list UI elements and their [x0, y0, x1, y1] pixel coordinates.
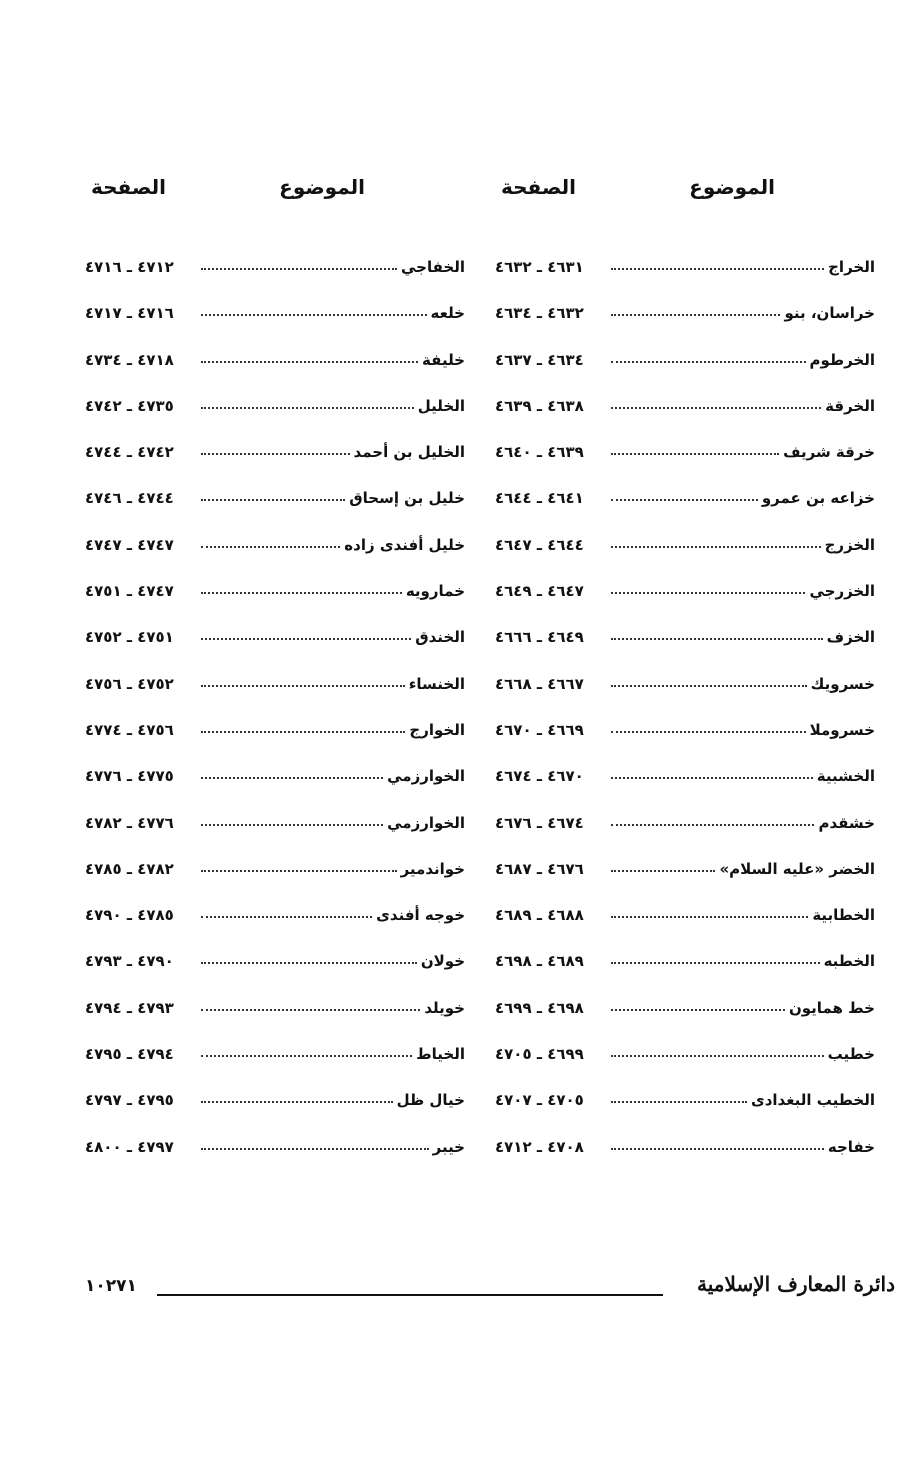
entry-pages: ٤٦٣٤ ـ ٤٦٣٧ [495, 350, 584, 369]
entry-pages: ٤٧٤٧ ـ ٤٧٤٧ [85, 535, 174, 554]
index-entry [85, 252, 465, 298]
entry-pages: ٤٧٥٦ ـ ٤٧٧٤ [85, 720, 174, 739]
dot-leader [201, 669, 405, 687]
dot-leader [201, 946, 417, 964]
dot-leader [201, 298, 427, 316]
index-entry [495, 854, 875, 900]
index-entry [495, 391, 875, 437]
dot-leader [611, 298, 780, 316]
index-entry [85, 854, 465, 900]
index-entry [495, 669, 875, 715]
entry-pages: ٤٦٩٨ ـ ٤٦٩٩ [495, 998, 584, 1017]
entry-topic: الخرقة [825, 396, 875, 415]
dot-leader [201, 993, 420, 1011]
entry-pages: ٤٦٧٠ ـ ٤٦٧٤ [495, 767, 584, 786]
index-entry [85, 715, 465, 761]
entry-pages: ٤٧٥٢ ـ ٤٧٥٦ [85, 674, 174, 693]
entry-topic: الخليل [417, 396, 465, 415]
page-header: الصفحة [501, 175, 577, 199]
dot-leader [201, 483, 345, 501]
entry-topic: خرقة شريف [783, 443, 875, 462]
index-entry [495, 946, 875, 992]
entry-topic: خوجه أفندى [376, 906, 465, 925]
entry-pages: ٤٧٩٧ ـ ٤٨٠٠ [85, 1137, 174, 1156]
dot-leader [201, 761, 383, 779]
entry-pages: ٤٧٠٥ ـ ٤٧٠٧ [495, 1091, 584, 1110]
dot-leader [201, 530, 340, 548]
dot-leader [611, 1132, 824, 1150]
entry-pages: ٤٧٣٥ ـ ٤٧٤٢ [85, 396, 174, 415]
entry-topic: الخزف [826, 628, 875, 647]
entry-pages: ٤٧١٨ ـ ٤٧٣٤ [85, 350, 174, 369]
entry-pages: ٤٦٤١ ـ ٤٦٤٤ [495, 489, 584, 508]
entry-pages: ٤٦٣١ ـ ٤٦٣٢ [495, 258, 584, 276]
dot-leader [611, 854, 715, 872]
entry-pages: ٤٦٨٨ ـ ٤٦٨٩ [495, 906, 584, 925]
index-entry [85, 437, 465, 483]
index-entry [85, 298, 465, 344]
entry-topic: خويلد [424, 998, 465, 1017]
index-entry [85, 622, 465, 668]
index-entry [85, 1085, 465, 1131]
dot-leader [611, 715, 806, 733]
entry-topic: الخندق [415, 628, 465, 647]
entry-pages: ٤٦٧٤ ـ ٤٦٧٦ [495, 813, 584, 832]
left-entries-list [85, 252, 465, 1178]
entry-pages: ٤٧٠٨ ـ ٤٧١٢ [495, 1137, 584, 1156]
index-entry [85, 483, 465, 529]
entry-topic: الخياط [416, 1045, 465, 1064]
index-entry [495, 530, 875, 576]
footer-rule [157, 1294, 663, 1296]
dot-leader [611, 622, 823, 640]
dot-leader [611, 993, 785, 1011]
index-entry [85, 1039, 465, 1085]
entry-topic: خطيب [827, 1045, 875, 1064]
entry-topic: خراسان، بنو [784, 304, 875, 323]
entry-topic: الخرطوم [809, 350, 875, 369]
topic-header: الموضوع [689, 175, 775, 199]
entry-topic: خيال ظل [396, 1091, 465, 1110]
index-entry [495, 345, 875, 391]
dot-leader [611, 530, 821, 548]
index-entry [85, 669, 465, 715]
entry-topic: خواندمير [400, 859, 465, 878]
book-title: دائرة المعارف الإسلامية [697, 1272, 895, 1296]
dot-leader [611, 669, 807, 687]
entry-topic: الخوارزمي [387, 767, 465, 786]
index-entry [495, 1039, 875, 1085]
index-entry [85, 900, 465, 946]
entry-pages: ٤٧٩٣ ـ ٤٧٩٤ [85, 998, 174, 1017]
entry-pages: ٤٦٨٩ ـ ٤٦٩٨ [495, 952, 584, 971]
dot-leader [611, 576, 805, 594]
entry-pages: ٤٧٧٥ ـ ٤٧٧٦ [85, 767, 174, 786]
dot-leader [201, 576, 402, 594]
entry-topic: خيبر [432, 1137, 465, 1156]
entry-pages: ٤٦٣٢ ـ ٤٦٣٤ [495, 304, 584, 323]
index-entry [495, 1132, 875, 1178]
index-entry [85, 391, 465, 437]
index-entry [85, 530, 465, 576]
entry-pages: ٤٦٤٩ ـ ٤٦٦٦ [495, 628, 584, 647]
entry-topic: الخنساء [408, 674, 465, 693]
dot-leader [611, 900, 808, 918]
index-entry [85, 576, 465, 622]
entry-pages: ٤٧٤٧ ـ ٤٧٥١ [85, 582, 174, 601]
index-entry [495, 252, 875, 298]
entry-topic: خشقدم [818, 813, 875, 832]
entry-pages: ٤٦٣٩ ـ ٤٦٤٠ [495, 443, 584, 462]
index-entry [495, 715, 875, 761]
entry-pages: ٤٧٤٢ ـ ٤٧٤٤ [85, 443, 174, 462]
index-entry [495, 1085, 875, 1131]
dot-leader [611, 1085, 747, 1103]
dot-leader [611, 483, 758, 501]
index-entry [495, 808, 875, 854]
entry-pages: ٤٦٤٤ ـ ٤٦٤٧ [495, 535, 584, 554]
index-entry [495, 993, 875, 1039]
entry-topic: الخفاجي [401, 258, 465, 276]
entry-pages: ٤٦٣٨ ـ ٤٦٣٩ [495, 396, 584, 415]
entry-pages: ٤٧٩٥ ـ ٤٧٩٧ [85, 1091, 174, 1110]
entry-pages: ٤٦٩٩ ـ ٤٧٠٥ [495, 1045, 584, 1064]
entry-topic: الخطبه [823, 952, 875, 971]
entry-pages: ٤٦٦٩ ـ ٤٦٧٠ [495, 720, 584, 739]
dot-leader [201, 1085, 393, 1103]
entry-pages: ٤٧٧٦ ـ ٤٧٨٢ [85, 813, 174, 832]
index-entry [85, 946, 465, 992]
index-entry [495, 622, 875, 668]
index-entry [495, 761, 875, 807]
index-entry [85, 345, 465, 391]
page-header: الصفحة [91, 175, 167, 199]
topic-header: الموضوع [279, 175, 365, 199]
dot-leader [201, 345, 418, 363]
dot-leader [201, 622, 411, 640]
entry-topic: خفاجه [827, 1137, 875, 1156]
entry-pages: ٤٧٥١ ـ ٤٧٥٢ [85, 628, 174, 647]
dot-leader [611, 1039, 824, 1057]
dot-leader [611, 437, 779, 455]
entry-topic: خمارويه [405, 582, 465, 601]
entry-topic: الخشبية [816, 767, 875, 786]
entry-pages: ٤٧٩٠ ـ ٤٧٩٣ [85, 952, 174, 971]
entry-topic: خليفة [422, 350, 465, 369]
right-entries-list [495, 252, 875, 1178]
dot-leader [611, 345, 806, 363]
index-entry [85, 808, 465, 854]
entry-topic: خليل بن إسحاق [349, 489, 465, 508]
index-entry [85, 993, 465, 1039]
entry-topic: خزاعه بن عمرو [761, 489, 875, 508]
dot-leader [201, 391, 414, 409]
entry-topic: الخزرج [824, 535, 875, 554]
index-entry [495, 483, 875, 529]
right-column-header [495, 175, 875, 215]
dot-leader [201, 900, 372, 918]
entry-topic: خولان [420, 952, 465, 971]
entry-pages: ٤٧١٦ ـ ٤٧١٧ [85, 304, 174, 323]
entry-topic: خط همايون [788, 998, 875, 1017]
index-entry [495, 900, 875, 946]
dot-leader [611, 252, 824, 270]
entry-pages: ٤٦٤٧ ـ ٤٦٤٩ [495, 582, 584, 601]
entry-topic: الخوارزمي [387, 813, 465, 832]
index-entry [495, 437, 875, 483]
page-footer [85, 1272, 895, 1312]
entry-pages: ٤٦٧٦ ـ ٤٦٨٧ [495, 859, 584, 878]
entry-pages: ٤٧٨٥ ـ ٤٧٩٠ [85, 906, 174, 925]
entry-pages: ٤٦٦٧ ـ ٤٦٦٨ [495, 674, 584, 693]
left-column-header [85, 175, 465, 215]
dot-leader [201, 252, 397, 270]
entry-topic: الخراج [828, 258, 875, 276]
entry-topic: الخزرجي [809, 582, 875, 601]
index-entry [495, 576, 875, 622]
dot-leader [201, 715, 405, 733]
dot-leader [611, 808, 814, 826]
entry-topic: الخطيب البغدادى [750, 1091, 875, 1110]
dot-leader [611, 391, 821, 409]
entry-topic: الخطابية [812, 906, 875, 925]
entry-topic: خليل أفندى زاده [344, 535, 465, 554]
dot-leader [611, 761, 813, 779]
dot-leader [201, 1132, 429, 1150]
entry-topic: خسرويك [810, 674, 875, 693]
entry-pages: ٤٧٩٤ ـ ٤٧٩٥ [85, 1045, 174, 1064]
dot-leader [201, 437, 350, 455]
dot-leader [611, 946, 820, 964]
index-entry [495, 298, 875, 344]
entry-topic: خلعه [430, 304, 465, 323]
entry-topic: الخليل بن أحمد [353, 443, 465, 462]
dot-leader [201, 854, 397, 872]
index-entry [85, 761, 465, 807]
entry-topic: الخوارج [409, 720, 465, 739]
entry-pages: ٤٧٤٤ ـ ٤٧٤٦ [85, 489, 174, 508]
index-entry [85, 1132, 465, 1178]
entry-pages: ٤٧٨٢ ـ ٤٧٨٥ [85, 859, 174, 878]
entry-topic: الخضر «عليه السلام» [719, 859, 875, 878]
entry-topic: خسروملا [809, 720, 875, 739]
dot-leader [201, 1039, 412, 1057]
entry-pages: ٤٧١٢ ـ ٤٧١٦ [85, 258, 174, 276]
page-number: ١٠٢٧١ [85, 1276, 137, 1296]
dot-leader [201, 808, 383, 826]
